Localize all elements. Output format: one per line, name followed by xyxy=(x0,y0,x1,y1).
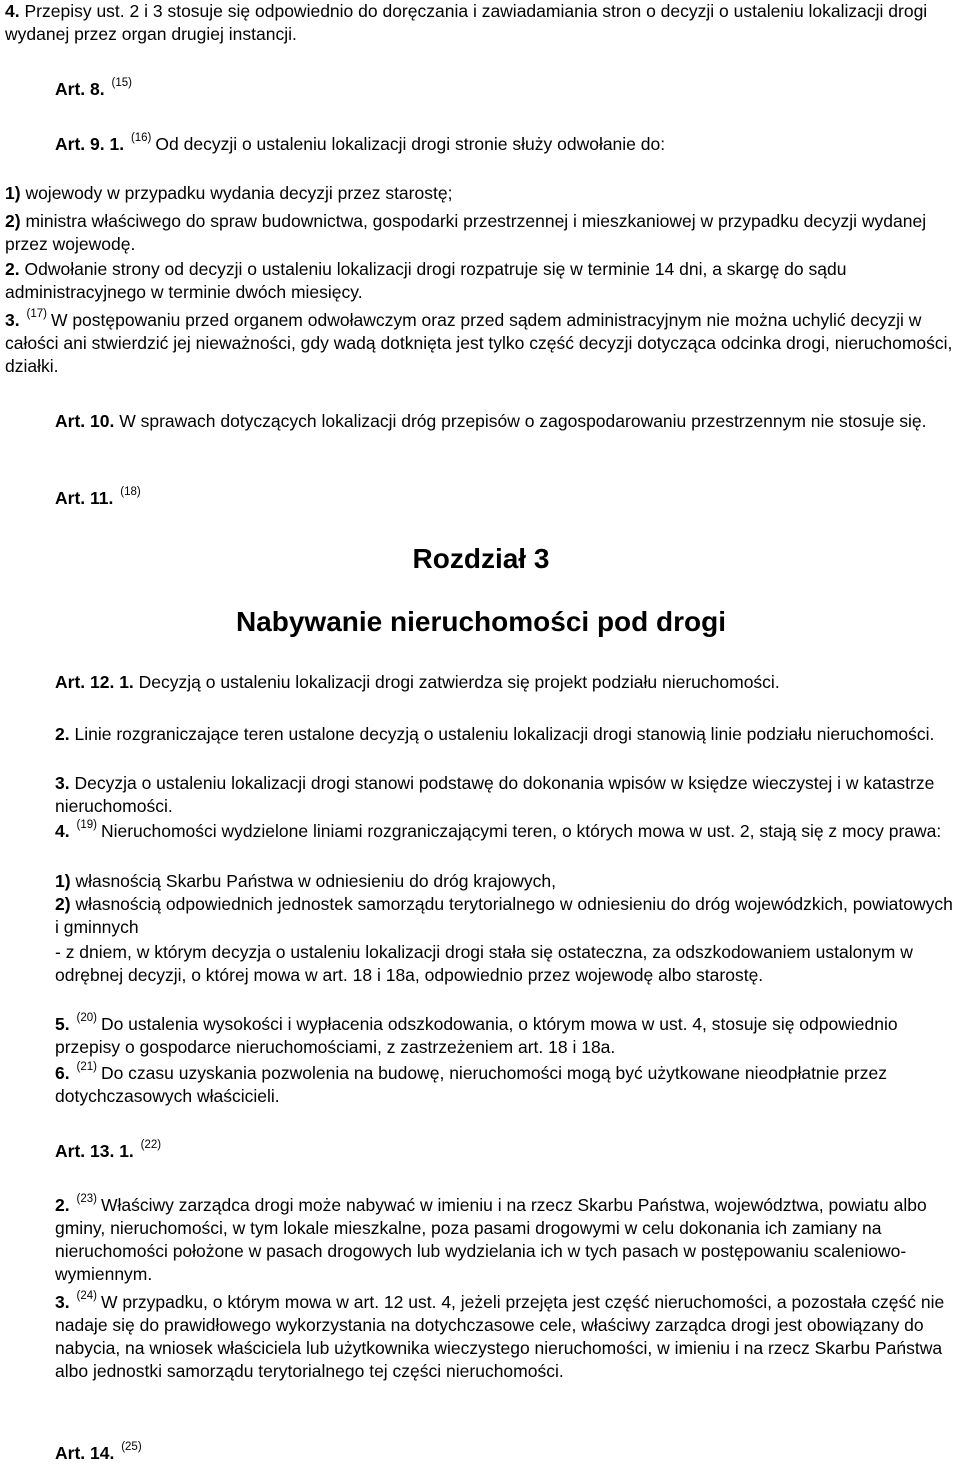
article-label: Art. 13. 1. xyxy=(55,1141,134,1161)
art13-heading xyxy=(55,1140,957,1163)
para-text: Odwołanie strony od decyzji o ustaleniu lokalizacji drogi rozpatruje się w terminie 14 dni, a skargę do sądu administracyjnego w terminie dwóch miesięcy. xyxy=(5,259,847,302)
art7-ust4-paragraph xyxy=(5,0,957,46)
art9-item2 xyxy=(5,210,957,256)
para-text: Decyzją o ustaleniu lokalizacji drogi zatwierdza się projekt podziału nieruchomości. xyxy=(138,672,780,692)
para-number: 2. xyxy=(5,259,20,279)
art12-ust1 xyxy=(55,671,957,694)
para-number: 2. xyxy=(55,1195,70,1215)
chapter-number: Rozdział 3 xyxy=(412,543,550,574)
footnote-ref: (25) xyxy=(121,1441,142,1453)
art9-ust2 xyxy=(5,258,957,304)
article-label: Art. 10. xyxy=(55,411,115,431)
art12-ust4-item1 xyxy=(55,870,957,893)
para-number: 3. xyxy=(55,1292,70,1312)
footnote-ref: (24) xyxy=(76,1290,97,1302)
item-number: 1) xyxy=(5,183,21,203)
art12-ust3 xyxy=(55,772,957,818)
art9-ust3 xyxy=(5,309,957,378)
para-number: 6. xyxy=(55,1063,70,1083)
art12-ust4-tail xyxy=(55,941,957,987)
footnote-ref: (19) xyxy=(76,819,97,831)
art13-ust3 xyxy=(55,1291,957,1383)
item-number: 1) xyxy=(55,871,71,891)
article-label: Art. 9. 1. xyxy=(55,134,125,154)
article-label: Art. 12. 1. xyxy=(55,672,134,692)
para-text: - z dniem, w którym decyzja o ustaleniu lokalizacji drogi stała się ostateczna, za odszkodowaniem ustalonym w odrębnej decyzji, o której mowa w art. 18 i 18a, odpowiednio przez wojewodę albo starostę. xyxy=(55,942,913,985)
item-text: wojewody w przypadku wydania decyzji przez starostę; xyxy=(25,183,453,203)
art12-ust4 xyxy=(55,820,957,843)
item-number: 2) xyxy=(5,211,21,231)
art9-item1 xyxy=(5,182,957,205)
para-text: Do ustalenia wysokości i wypłacenia odszkodowania, o którym mowa w ust. 4, stosuje się odpowiednio przepisy o gospodarce nieruchomościami, z zastrzeżeniem art. 18 i 18a. xyxy=(55,1014,898,1057)
para-number: 4. xyxy=(55,821,70,841)
item-number: 2) xyxy=(55,894,71,914)
art12-ust5 xyxy=(55,1013,957,1059)
para-number: 2. xyxy=(55,724,70,744)
art13-ust2 xyxy=(55,1194,957,1286)
art9-ust1 xyxy=(55,133,957,156)
chapter-title: Nabywanie nieruchomości pod drogi xyxy=(235,606,727,637)
para-text: W sprawach dotyczących lokalizacji dróg przepisów o zagospodarowaniu przestrzennym nie stosuje się. xyxy=(119,411,927,431)
footnote-ref: (17) xyxy=(26,308,47,320)
art8-heading xyxy=(55,78,957,101)
art12-ust6 xyxy=(55,1062,957,1108)
para-text: Decyzja o ustaleniu lokalizacji drogi stanowi podstawę do dokonania wpisów w księdze wieczystej i w katastrze nieruchomości. xyxy=(55,773,935,816)
item-text: ministra właściwego do spraw budownictwa, gospodarki przestrzennej i mieszkaniowej w przypadku decyzji wydanej przez wojewodę. xyxy=(5,211,927,254)
article-label: Art. 14. xyxy=(55,1443,115,1463)
para-text: Linie rozgraniczające teren ustalone decyzją o ustaleniu lokalizacji drogi stanowią linie podziału nieruchomości. xyxy=(74,724,935,744)
footnote-ref: (18) xyxy=(120,486,141,498)
para-number: 3. xyxy=(55,773,70,793)
para-text: Do czasu uzyskania pozwolenia na budowę, nieruchomości mogą być użytkowane nieodpłatnie przez dotychczasowych właścicieli. xyxy=(55,1063,887,1106)
para-text: W przypadku, o którym mowa w art. 12 ust. 4, jeżeli przejęta jest część nieruchomości, a pozostała część nie nadaje się do prawidłowego wykorzystania na dotychczasowe cele, właściwy zarządca drogi jest obowiązany do nabycia, na wniosek właściciela lub użytkownika wieczystego nieruchomości, w imieniu i na rzecz Skarbu Państwa albo jednostki samorządu terytorialnego tej części nieruchomości. xyxy=(55,1292,945,1381)
art12-ust4-item2 xyxy=(55,893,957,939)
footnote-ref: (21) xyxy=(76,1061,97,1073)
para-text: Od decyzji o ustaleniu lokalizacji drogi stronie służy odwołanie do: xyxy=(155,134,666,154)
para-number: 3. xyxy=(5,310,20,330)
footnote-ref: (15) xyxy=(111,77,132,89)
item-text: własnością Skarbu Państwa w odniesieniu do dróg krajowych, xyxy=(75,871,556,891)
para-number: 5. xyxy=(55,1014,70,1034)
para-text: Nieruchomości wydzielone liniami rozgraniczającymi teren, o których mowa w ust. 2, stają się z mocy prawa: xyxy=(100,821,942,841)
footnote-ref: (20) xyxy=(76,1012,97,1024)
para-number: 4. xyxy=(5,1,20,21)
para-text: Przepisy ust. 2 i 3 stosuje się odpowiednio do doręczania i zawiadamiania stron o decyzji o ustaleniu lokalizacji drogi wydanej przez organ drugiej instancji. xyxy=(5,1,928,44)
article-label: Art. 11. xyxy=(55,488,114,508)
footnote-ref: (22) xyxy=(140,1139,162,1151)
art10 xyxy=(55,410,957,433)
para-text: W postępowaniu przed organem odwoławczym oraz przed sądem administracyjnym nie można uchylić decyzji w całości ani stwierdzić jej nieważności, gdy wadą dotknięta jest tylko część decyzji dotycząca odcinka drogi, nieruchomości, działki. xyxy=(5,310,953,376)
article-label: Art. 8. xyxy=(55,79,105,99)
art11-heading xyxy=(55,487,957,510)
para-text: Właściwy zarządca drogi może nabywać w imieniu i na rzecz Skarbu Państwa, województwa, powiatu albo gminy, nieruchomości, w tym lokale mieszkalne, poza pasami drogowymi w celu dokonania ich zamiany na nieruchomości położone w pasach drogowych lub wydzielania ich w tych pasach w postępowaniu scaleniowo-wymiennym. xyxy=(55,1195,927,1284)
footnote-ref: (23) xyxy=(76,1193,97,1205)
art12-ust2 xyxy=(55,723,957,746)
item-text: własnością odpowiednich jednostek samorządu terytorialnego w odniesieniu do dróg wojewódzkich, powiatowych i gminnych xyxy=(55,894,953,937)
footnote-ref: (16) xyxy=(130,132,152,144)
